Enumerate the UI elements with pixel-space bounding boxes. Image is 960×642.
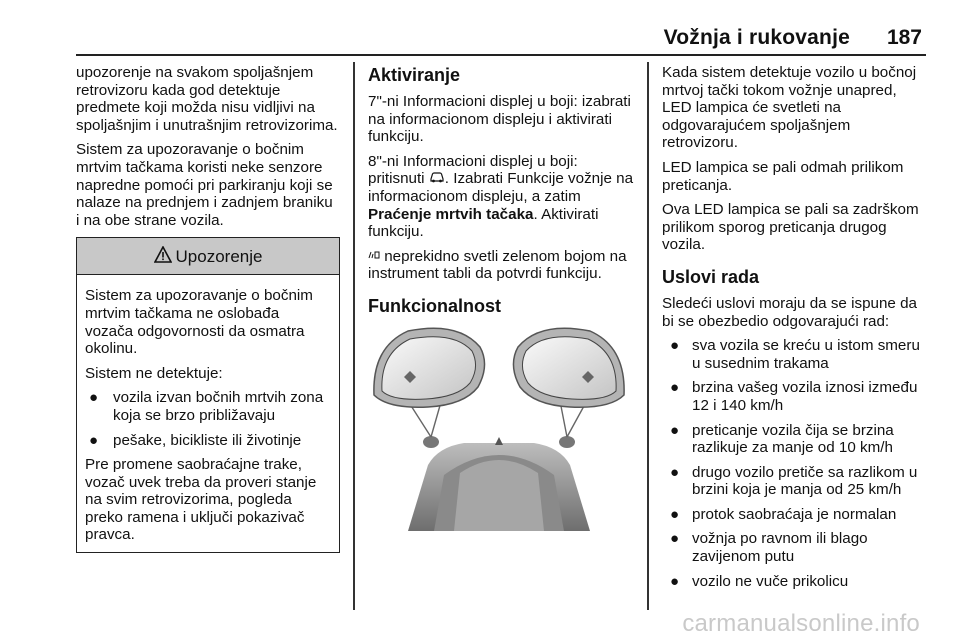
list-item: ● sva vozila se kreću u istom smeru u susednim trakama [670,337,920,372]
list-item: ● vozila izvan bočnih mrtvih zona koja se brzo približavaju [89,389,324,424]
warning-header [77,238,339,275]
warning-box [76,237,340,553]
list-item: ● brzina vašeg vozila iznosi između 12 i 140 km/h [670,379,918,414]
bullet-icon: ● [670,530,680,548]
heading-activation: Aktiviranje [368,65,461,85]
bullet-icon: ● [670,379,680,397]
section-title: Vožnja i rukovanje [663,26,850,49]
paragraph: Sistem ne detektuje: [85,364,223,382]
bullet-icon: ● [89,389,99,407]
paragraph: LED lampica se pali odmah prilikom preticanja. [662,158,904,194]
paragraph: Ova LED lampica se pali sa zadrškom prilikom sporog preticanja drugog vozila. [662,201,919,254]
header-divider [76,54,926,56]
paragraph: Sistem za upozoravanje o bočnim mrtvim tačkama ne oslobađa vozača odgovornosti da osmatra okolinu. [85,287,313,358]
list-item: ● pešake, bicikliste ili životinje [89,431,302,449]
paragraph: Pre promene saobraćajne trake, vozač uvek treba da proveri stanje na svim retrovizorima, pogleda preko ramena i uključi pokazivač pravca. [85,456,317,544]
paragraph: 8"-ni Informacioni displej u boji: pritisnuti . Izabrati Funkcije vožnje na informacionom displeju, a zatim Praćenje mrtvih tačaka. Aktivirati funkciju. [368,152,634,241]
list-item: ● preticanje vozila čija se brzina razlikuje za manje od 10 km/h [670,421,894,457]
paragraph: Sledeći uslovi moraju da se ispune da bi se obezbedio odgovarajući rad: [662,294,917,330]
list-item: ● vožnja po ravnom ili blago zavijenom putu [670,530,868,566]
paragraph: 7"-ni Informacioni displej u boji: izabrati na informacionom displeju i aktivirati funkciju. [368,93,631,146]
paragraph: upozorenje na svakom spoljašnjem retrovizoru kada god detektuje predmete koji možda nisu vidljivi na spoljašnjim i unutrašnjim retrovizorima. [76,64,338,134]
column-2 [368,64,634,531]
blind-spot-indicator-icon [368,249,380,263]
list-item: ● protok saobraćaja je normalan [670,505,897,523]
warning-list [85,389,331,449]
column-divider-2 [647,62,649,610]
watermark: carmanualsonline.info [682,610,920,637]
bullet-icon: ● [670,421,680,439]
page-header [0,0,960,60]
bullet-icon: ● [670,505,680,523]
warning-body [77,275,339,552]
car-settings-icon [429,170,445,187]
page-number: 187 [886,26,922,49]
list-item: ● drugo vozilo pretiče sa razlikom u brzini koja je manja od 25 km/h [670,463,918,499]
conditions-list [662,337,928,590]
heading-functionality: Funkcionalnost [368,295,502,316]
bullet-icon: ● [89,431,99,449]
bullet-icon: ● [670,463,680,481]
mirror-illustration [368,325,630,531]
warning-triangle-icon [154,246,172,267]
paragraph: neprekidno svetli zelenom bojom na instrument tabli da potvrdi funkciju. [368,247,627,283]
paragraph: Kada sistem detektuje vozilo u bočnoj mrtvoj tački tokom vožnje unapred, LED lampica će svetleti na odgovarajućem spoljašnjem retrovizoru. [662,64,917,152]
warning-title: Upozorenje [175,246,263,266]
heading-operating-conditions: Uslovi rada [662,266,760,287]
menu-item-label: Praćenje mrtvih tačaka [368,205,534,223]
column-divider-1 [353,62,355,610]
list-item: ● vozilo ne vuče prikolicu [670,572,849,590]
column-1 [76,64,340,553]
bullet-icon: ● [670,572,680,590]
bullet-icon: ● [670,337,680,355]
paragraph: Sistem za upozoravanje o bočnim mrtvim tačkama koristi neke senzore napredne pomoći pri parkiranju koji se nalaze na prednjem i zadnjem braniku i na obe strane vozila. [76,141,333,229]
column-3 [662,64,928,597]
